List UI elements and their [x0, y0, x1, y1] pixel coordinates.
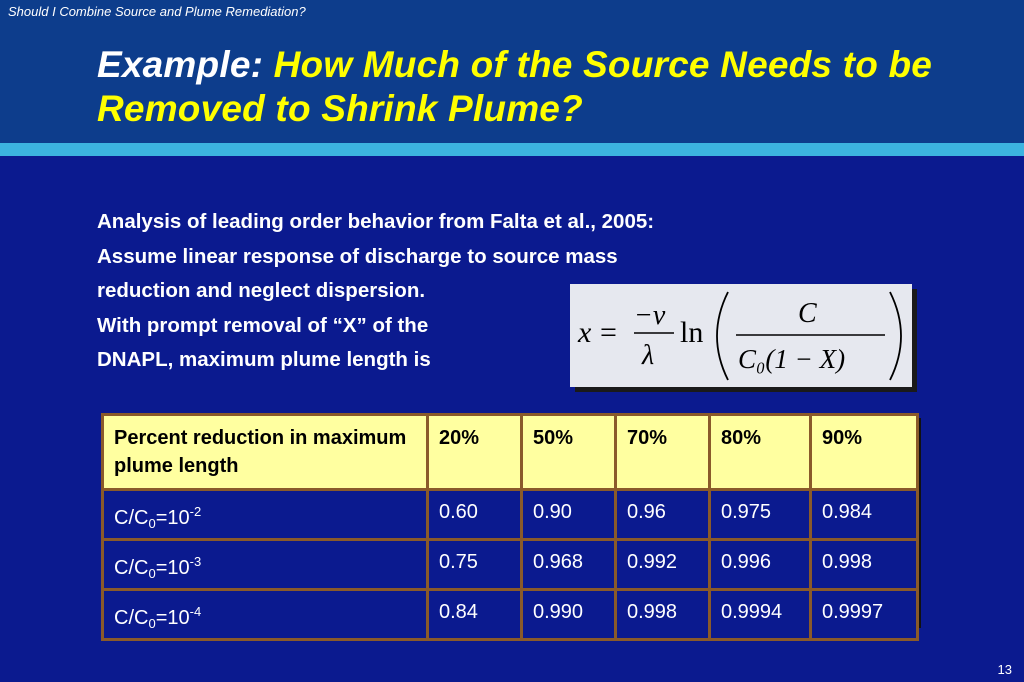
ratio-base: C/C: [114, 507, 149, 529]
equation-box: [570, 284, 912, 387]
value-cell: 0.998: [616, 590, 710, 640]
eq-left-paren: [717, 292, 728, 380]
value-cell: 0.75: [428, 540, 522, 590]
eq-coef-numerator: −v: [634, 300, 666, 331]
ratio-exponent: -3: [189, 554, 202, 569]
body-line: With prompt removal of “X” of the: [97, 313, 429, 337]
ratio-mid: =10: [155, 607, 190, 629]
value-cell: 0.992: [616, 540, 710, 590]
ratio-mid: =10: [155, 507, 190, 529]
ratio-exponent: -4: [189, 604, 202, 619]
row-label-cell: [103, 540, 428, 590]
eq-inner-numerator: C: [798, 298, 817, 329]
column-header: 70%: [616, 415, 710, 490]
table-header-row: [103, 415, 918, 490]
column-header: 20%: [428, 415, 522, 490]
column-header: 50%: [522, 415, 616, 490]
body-line: DNAPL, maximum plume length is: [97, 348, 431, 371]
ratio-base: C/C: [114, 607, 149, 629]
ratio-subscript: 0: [148, 566, 156, 581]
header-label-cell: Percent reduction in maximum plume length: [103, 415, 428, 490]
value-cell: 0.998: [811, 540, 918, 590]
eq-lhs: x: [578, 316, 592, 349]
row-label-cell: [103, 590, 428, 640]
page-number: 13: [997, 662, 1012, 677]
ratio-mid: =10: [155, 557, 190, 579]
ratio-exponent: -2: [189, 504, 202, 519]
body-line: Analysis of leading order behavior from Falta et al., 2005:: [97, 210, 655, 233]
body-line: Assume linear response of discharge to source mass: [97, 244, 618, 268]
eq-ln: ln: [680, 316, 704, 349]
eq-coef-denominator: λ: [642, 340, 655, 371]
column-header: 80%: [710, 415, 811, 490]
ratio-subscript: 0: [148, 516, 156, 531]
value-cell: 0.60: [428, 490, 522, 540]
equation-svg: [570, 284, 912, 387]
value-cell: 0.968: [522, 540, 616, 590]
table-row: [103, 490, 918, 540]
header-stripe: [0, 143, 1024, 156]
row-label-cell: [103, 490, 428, 540]
column-header: 90%: [811, 415, 918, 490]
value-cell: 0.996: [710, 540, 811, 590]
data-table-frame: [101, 413, 916, 631]
title-main: How Much of the Source Needs to be Removed to Shrink Plume?: [97, 44, 933, 129]
eq-equals: =: [600, 316, 617, 349]
body-line: reduction and neglect dispersion.: [97, 279, 426, 302]
value-cell: 0.9997: [811, 590, 918, 640]
ratio-base: C/C: [114, 557, 149, 579]
plume-length-table: [101, 413, 919, 641]
table-row: [103, 590, 918, 640]
title-prefix: Example:: [97, 44, 274, 85]
table-row: [103, 540, 918, 590]
value-cell: 0.990: [522, 590, 616, 640]
value-cell: 0.90: [522, 490, 616, 540]
eq-right-paren: [890, 292, 901, 380]
ratio-subscript: 0: [148, 616, 156, 631]
value-cell: 0.975: [710, 490, 811, 540]
value-cell: 0.984: [811, 490, 918, 540]
value-cell: 0.9994: [710, 590, 811, 640]
slide-title: [97, 43, 997, 131]
value-cell: 0.84: [428, 590, 522, 640]
eq-inner-denominator: C₀(1 − X): [738, 344, 846, 374]
slide-subtitle: Should I Combine Source and Plume Remediation?: [8, 4, 306, 19]
value-cell: 0.96: [616, 490, 710, 540]
